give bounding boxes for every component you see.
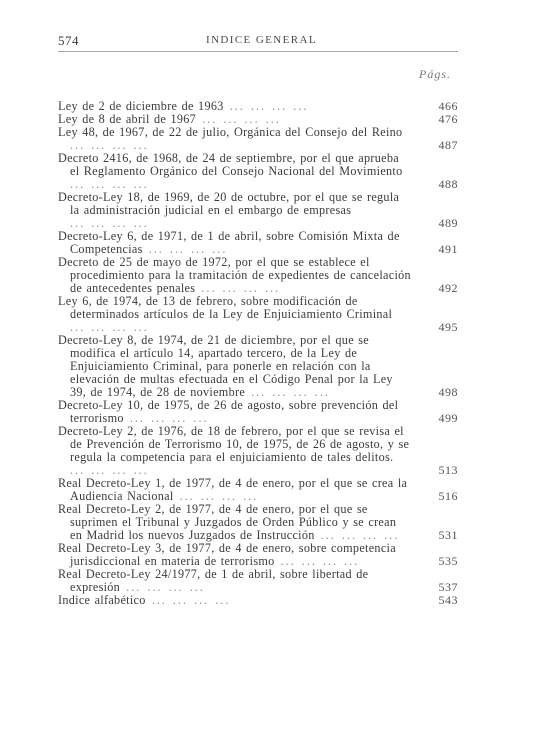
toc-entry [58,542,458,568]
toc-entry-title: Real Decreto-Ley 3, de 1977, de 4 de enero, sobre competencia jurisdiccional en materia de terrorismo [58,541,396,568]
toc-entry [58,425,458,477]
leader-dots: ... ... ... ... [70,216,149,230]
toc-entry-page: 516 [438,489,458,503]
page-number: 574 [58,33,79,48]
toc-entry-page: 495 [438,320,458,334]
toc-entry-title: Ley 48, de 1967, de 22 de julio, Orgánica del Consejo del Reino [58,125,403,139]
toc-entry-title: Decreto 2416, de 1968, de 24 de septiembre, por el que aprueba el Reglamento Orgánico del Consejo Nacional del Movimiento [58,151,403,178]
toc-entry-title: Decreto-Ley 6, de 1971, de 1 de abril, sobre Comisión Mixta de Competencias [58,229,400,256]
toc-entry-title: Decreto de 25 de mayo de 1972, por el que se establece el procedimiento para la tramitación de expedientes de cancelación de antecedentes penales [58,255,411,295]
toc-entry-page: 531 [438,528,458,542]
leader-dots: ... ... ... ... [70,177,149,191]
toc-entry-title: Indice alfabético [58,593,146,607]
running-title: INDICE GENERAL [206,34,317,46]
leader-dots: ... ... ... ... [120,580,205,594]
toc-entry [58,152,458,191]
leader-dots: ... ... ... ... [70,463,149,477]
page-header [58,33,458,49]
leader-dots: ... ... ... ... [195,281,281,295]
leader-dots: ... ... ... ... [196,112,281,126]
leader-dots: ... ... ... ... [145,593,231,607]
leader-dots: ... ... ... ... [173,489,259,503]
toc-entry-title: Ley de 2 de diciembre de 1963 [58,99,224,113]
leader-dots: ... ... ... ... [223,99,309,113]
leader-dots: ... ... ... ... [123,411,209,425]
toc-entry-title: Real Decreto-Ley 1, de 1977, de 4 de enero, por el que se crea la Audiencia Nacional [58,476,408,503]
toc-entry-page: 498 [438,385,458,399]
toc-entry-title: Real Decreto-Ley 2, de 1977, de 4 de enero, por el que se suprimen el Tribunal y Juzgados de Orden Público y se crean en Madrid los nuevos Juzgados de Instrucción [58,502,397,542]
toc-entry-page: 543 [438,593,458,607]
toc-entry [58,295,458,334]
toc-entry-page: 537 [438,580,458,594]
toc-entry-page: 487 [438,138,458,152]
leader-dots: ... ... ... ... [245,385,330,399]
toc-entry-page: 489 [438,216,458,230]
toc-entry-title: Ley de 8 de abril de 1967 [58,112,197,126]
toc-entry [58,503,458,542]
toc-entry [58,256,458,295]
pages-column-label: Págs. [419,67,451,81]
toc-entry [58,126,458,152]
leader-dots: ... ... ... ... [274,554,360,568]
toc-entry-title: Decreto-Ley 18, de 1969, de 20 de octubre, por el que se regula la administración judicial en el embargo de empresas [58,190,400,217]
toc-entry [58,334,458,399]
toc-entry-title: Decreto-Ley 2, de 1976, de 18 de febrero, por el que se revisa el de Prevención de Terrorismo 10, de 1975, de 26 de agosto, y se regula la competencia para el enjuiciamiento de tales delitos. [58,424,410,464]
toc-entry-title: Decreto-Ley 10, de 1975, de 26 de agosto, sobre prevención del terrorismo [58,398,399,425]
toc-entry [58,477,458,503]
header-rule [58,51,458,52]
toc-entry-page: 491 [438,242,458,256]
leader-dots: ... ... ... ... [314,528,400,542]
toc-entry-page: 499 [438,411,458,425]
leader-dots: ... ... ... ... [70,320,149,334]
toc-entry [58,594,458,607]
toc-entry-page: 466 [438,99,458,113]
toc-entry-page: 492 [438,281,458,295]
toc-entry [58,568,458,594]
toc-entry-page: 513 [438,463,458,477]
toc-entry [58,191,458,230]
toc-entry-page: 476 [438,112,458,126]
toc-entry-title: Ley 6, de 1974, de 13 de febrero, sobre modificación de determinados artículos de la Ley de Enjuiciamiento Criminal [58,294,393,321]
toc-entry [58,230,458,256]
leader-dots: ... ... ... ... [142,242,228,256]
toc-entry-page: 488 [438,177,458,191]
toc-entry-page: 535 [438,554,458,568]
toc-entry [58,399,458,425]
toc-entry-title: Real Decreto-Ley 24/1977, de 1 de abril, sobre libertad de expresión [58,567,369,594]
leader-dots: ... ... ... ... [70,138,149,152]
table-of-contents [58,100,458,607]
toc-entry-title: Decreto-Ley 8, de 1974, de 21 de diciembre, por el que se modifica el artículo 14, apartado tercero, de la Ley de Enjuiciamiento Criminal, para ponerle en relación con la elevación de multas efectuada en el Código Penal por la Ley 39, de 1974, de 28 de noviembre [58,333,393,399]
